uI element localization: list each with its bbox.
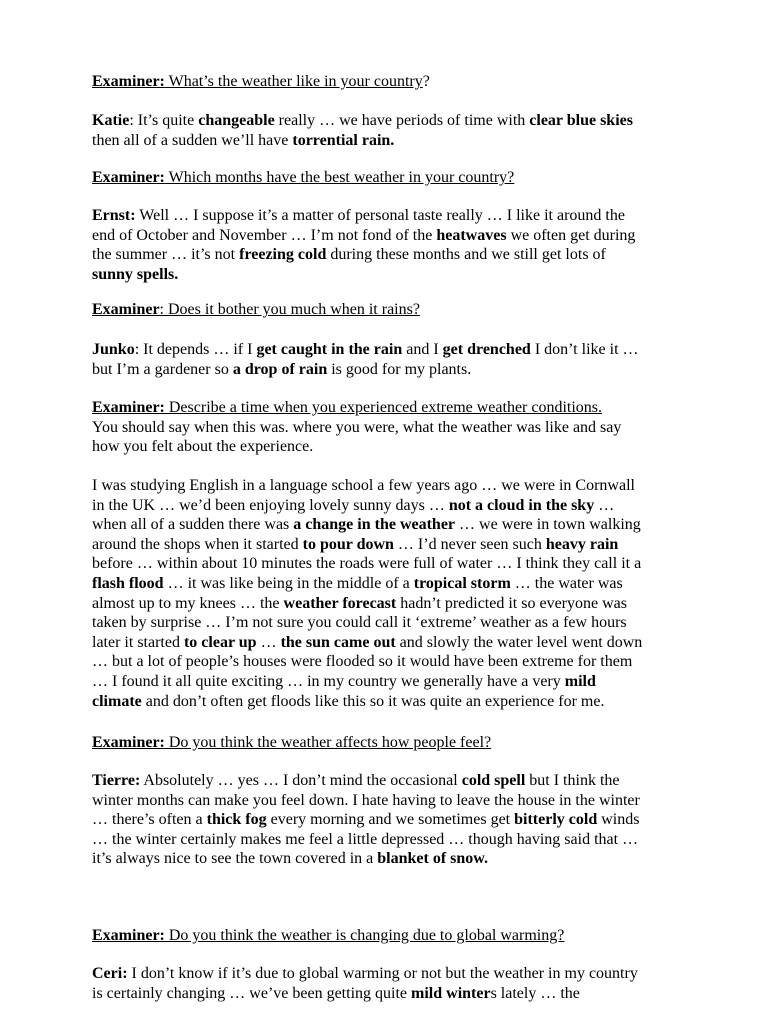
bold-text: the sun came out [280, 633, 396, 651]
bold-text: get drenched [442, 341, 531, 358]
text-run: and don’t often get floods like this so it was quite an experience for me. [141, 692, 605, 710]
text-line [92, 226, 714, 246]
text-run: … the winter certainly makes me feel a little depressed … though having said that … [92, 830, 639, 848]
bold-text: torrential rain. [292, 131, 395, 149]
bold-text: Examiner: [92, 399, 165, 416]
text-run: is certainly changing … we’ve been getting quite [92, 984, 412, 1002]
bold-text: tropical storm [413, 574, 511, 592]
text-line [92, 810, 714, 830]
text-run: … [256, 633, 281, 651]
text-line [92, 692, 714, 712]
text-run: … it was like being in the middle of a [163, 574, 414, 592]
bold-text: mild winter [411, 984, 491, 1002]
text-run: Do you think the weather is changing due to global warming? [164, 927, 565, 944]
text-line [92, 398, 714, 418]
text-run: how you felt about the experience [92, 438, 310, 456]
text-run: really … we have periods of time with [274, 112, 530, 129]
text-run: before … within about 10 minutes the roads were full of water … I think they call it a [92, 555, 642, 573]
bold-text: heatwaves [436, 226, 507, 244]
text-run: … there’s often a [92, 811, 207, 829]
text-line [92, 300, 714, 320]
text-line [92, 771, 714, 791]
text-run: What’s the weather like in your country [164, 73, 423, 90]
bold-text: cold spell [461, 772, 526, 789]
text-run: but I think the [525, 772, 620, 789]
text-run: Which months have the best weather in your country? [164, 169, 515, 186]
paragraph [92, 300, 714, 320]
text-run: … I found it all quite exciting … in my country we generally have a very [92, 672, 565, 690]
text-run: almost up to my knees … the [92, 594, 284, 612]
text-run: … [594, 496, 615, 514]
text-line [92, 791, 714, 811]
text-run: later it started [92, 633, 184, 651]
bold-text: blanket of snow. [377, 850, 488, 868]
text-line [92, 594, 714, 614]
text-run: Do you think the weather affects how people feel? [164, 734, 492, 751]
paragraph [92, 964, 714, 1003]
text-run: it’s always nice to see the town covered in a [92, 850, 378, 868]
text-run: I don’t know if it’s due to global warming or not but the weather in my country [127, 965, 638, 982]
text-run: Absolutely … yes … I don’t mind the occasional [140, 772, 462, 789]
text-line [92, 245, 714, 265]
bold-text: freezing cold [239, 246, 327, 264]
text-run: in the UK … we’d been enjoying lovely sunny days … [92, 496, 449, 514]
paragraph [92, 476, 714, 711]
bold-text: weather forecast [283, 594, 397, 612]
bold-text: Examiner: [92, 927, 165, 944]
bold-text: flash flood [92, 574, 164, 592]
text-line [92, 476, 714, 496]
text-line [92, 515, 714, 535]
text-line [92, 613, 714, 633]
text-run: then all of a sudden we’ll have [92, 131, 293, 149]
paragraph [92, 340, 714, 379]
bold-text: Katie [92, 112, 130, 129]
bold-text: changeable [198, 112, 275, 129]
text-run: You should say when this was. where you were, what the weather was like and say [92, 418, 622, 436]
paragraph [92, 111, 714, 150]
bold-text: heavy rain [545, 535, 619, 553]
text-line [92, 554, 714, 574]
text-line [92, 672, 714, 692]
bold-text: mild [564, 672, 596, 690]
text-run: the summer … it’s not [92, 246, 240, 264]
bold-text: to clear up [183, 633, 257, 651]
text-run: when all of a sudden there was [92, 516, 294, 534]
text-line [92, 926, 714, 946]
paragraph [92, 926, 714, 946]
text-run: … I’d never seen such [393, 535, 546, 553]
text-run: winds [597, 811, 640, 829]
bold-text: Tierre: [92, 772, 141, 789]
text-line [92, 131, 714, 151]
text-line [92, 360, 714, 380]
bold-text: bitterly cold [514, 811, 598, 829]
text-run: but I’m a gardener so [92, 360, 233, 378]
bold-text: get caught in the rain [256, 341, 403, 358]
text-run: hadn’t predicted it so everyone was [396, 594, 627, 612]
bold-text: Junko [92, 341, 135, 358]
text-run: is good for my plants. [327, 360, 472, 378]
bold-text: Examiner: [92, 73, 165, 90]
text-line [92, 733, 714, 753]
text-run: … but a lot of people’s houses were flooded so it would have been extreme for them [92, 653, 633, 671]
paragraph [92, 206, 714, 284]
text-line [92, 964, 714, 984]
text-run: and slowly the water level went down [395, 633, 643, 651]
text-run: winter months can make you feel down. I hate having to leave the house in the winter [92, 791, 640, 809]
text-line [92, 633, 714, 653]
bold-text: Ceri: [92, 965, 128, 982]
text-line [92, 652, 714, 672]
text-run: : It depends … if I [134, 341, 257, 358]
paragraph [92, 168, 714, 188]
bold-text: Examiner: [92, 734, 165, 751]
text-run: end of October and November … I’m not fond of the [92, 226, 437, 244]
text-run: every morning and we sometimes get [266, 811, 515, 829]
bold-text: to pour down [302, 535, 394, 553]
text-line [92, 984, 714, 1004]
paragraph [92, 771, 714, 869]
text-run: : It’s quite [129, 112, 199, 129]
bold-text: a drop of rain [232, 360, 328, 378]
bold-text: clear blue skies [529, 112, 633, 129]
text-run: ? [422, 73, 430, 90]
paragraph [92, 72, 714, 92]
bold-text: Ernst: [92, 207, 136, 224]
bold-text: sunny spells. [92, 265, 179, 283]
text-run: and I [402, 341, 443, 358]
text-run: we often get during [506, 226, 636, 244]
text-line [92, 340, 714, 360]
text-run: Well … I suppose it’s a matter of personal taste really … I like it around the [135, 207, 625, 224]
bold-text: thick fog [206, 811, 267, 829]
text-run: around the shops when it started [92, 535, 303, 553]
paragraph [92, 733, 714, 753]
text-line [92, 496, 714, 516]
text-line [92, 418, 714, 438]
text-line [92, 111, 714, 131]
text-run: I was studying English in a language school a few years ago … we were in Cornwall [92, 477, 635, 494]
bold-text: a change in the weather [293, 516, 456, 534]
bold-text: not a cloud in the sky [448, 496, 595, 514]
text-run: during these months and we still get lots of [326, 246, 606, 264]
text-run: … we were in town walking [455, 516, 641, 534]
text-run: I don’t like it … [530, 341, 639, 358]
text-run: taken by surprise … I’m not sure you could call it ‘extreme’ weather as a few hours [92, 614, 627, 632]
text-line [92, 535, 714, 555]
text-run: . [309, 438, 314, 456]
text-line [92, 265, 714, 285]
paragraph [92, 398, 714, 457]
text-line [92, 168, 714, 188]
text-line [92, 849, 714, 869]
bold-text: Examiner: [92, 169, 165, 186]
text-line [92, 437, 714, 457]
text-run: Describe a time when you experienced extreme weather conditions. [164, 399, 603, 416]
text-line [92, 206, 714, 226]
bold-text: Examiner [92, 301, 160, 318]
text-line [92, 72, 714, 92]
text-run: … the water was [510, 574, 623, 592]
text-line [92, 830, 714, 850]
text-run: s lately … the [490, 984, 580, 1002]
bold-text: climate [92, 692, 142, 710]
text-run: : Does it bother you much when it rains? [159, 301, 420, 318]
text-line [92, 574, 714, 594]
